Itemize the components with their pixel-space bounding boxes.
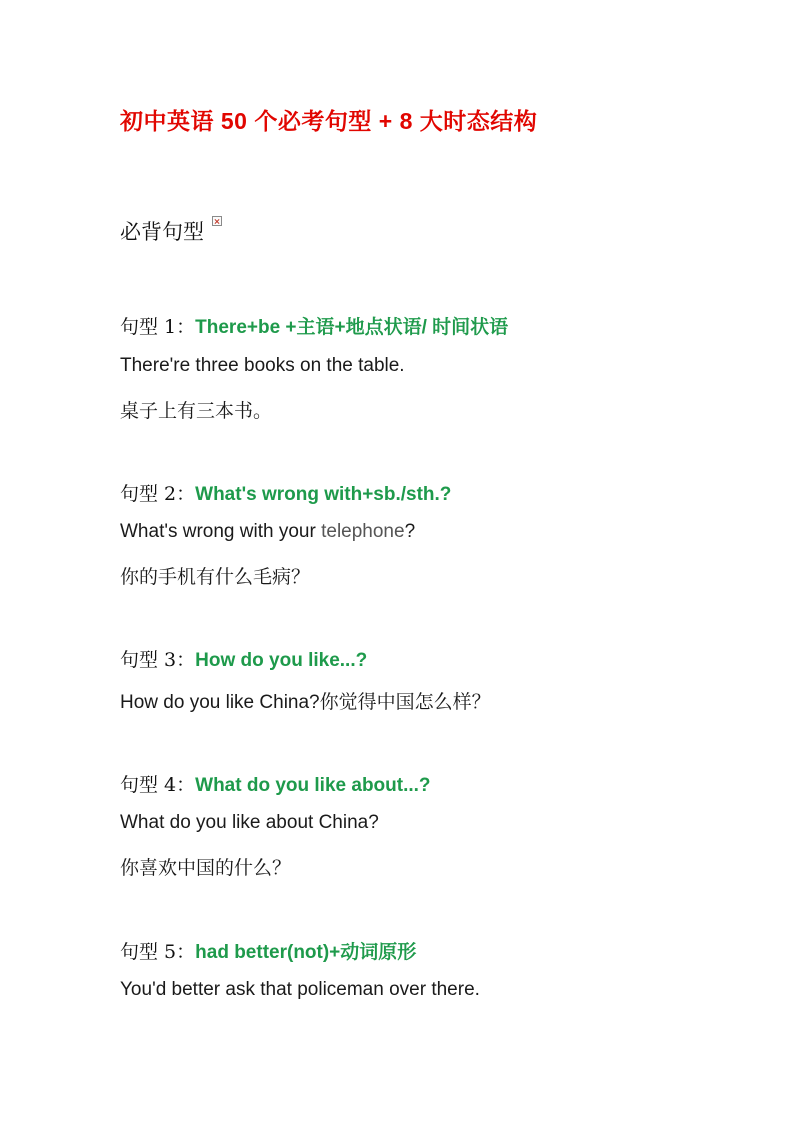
pattern-3-prefix: 句型 3： xyxy=(120,649,196,671)
pattern-2-example-en-before: What's wrong with your xyxy=(120,521,322,542)
pattern-4-example-en: What do you like about China? xyxy=(120,812,379,833)
pattern-2-example-cn: 你的手机有什么毛病？ xyxy=(120,566,311,588)
pattern-1-heading xyxy=(120,312,508,339)
pattern-4-prefix: 句型 4： xyxy=(120,774,196,796)
document-title: 初中英语 50 个必考句型 + 8 大时态结构 xyxy=(120,108,538,134)
pattern-3-example-en: How do you like China? xyxy=(120,692,320,713)
pattern-5-formula: had better(not)+动词原形 xyxy=(195,942,417,963)
section-heading xyxy=(120,216,222,246)
pattern-2-formula: What's wrong with+sb./sth.? xyxy=(195,484,452,505)
section-heading-text: 必背句型 xyxy=(120,220,204,244)
broken-image-icon xyxy=(212,216,222,226)
pattern-5-prefix: 句型 5： xyxy=(120,941,196,963)
pattern-2-example-en xyxy=(120,521,415,543)
pattern-1-example-cn: 桌子上有三本书。 xyxy=(120,400,273,422)
pattern-3-formula: How do you like...? xyxy=(195,650,368,671)
pattern-2-heading xyxy=(120,479,451,506)
pattern-1-example-en: There're three books on the table. xyxy=(120,355,405,376)
pattern-5-heading xyxy=(120,937,416,964)
pattern-3-example xyxy=(120,687,491,714)
pattern-4-heading xyxy=(120,770,431,797)
pattern-1-formula: There+be +主语+地点状语/ 时间状语 xyxy=(195,317,509,338)
pattern-2-example-en-after: ? xyxy=(404,521,416,542)
pattern-4-formula: What do you like about...? xyxy=(195,775,431,796)
pattern-2-example-en-highlight: telephone xyxy=(321,521,405,542)
pattern-4-example-cn: 你喜欢中国的什么？ xyxy=(120,857,292,879)
pattern-3-heading xyxy=(120,645,367,672)
pattern-1-prefix: 句型 1： xyxy=(120,316,196,338)
pattern-5-example-en: You'd better ask that policeman over there. xyxy=(120,979,480,1000)
pattern-3-example-cn: 你觉得中国怎么样？ xyxy=(319,691,491,713)
pattern-2-prefix: 句型 2： xyxy=(120,483,196,505)
